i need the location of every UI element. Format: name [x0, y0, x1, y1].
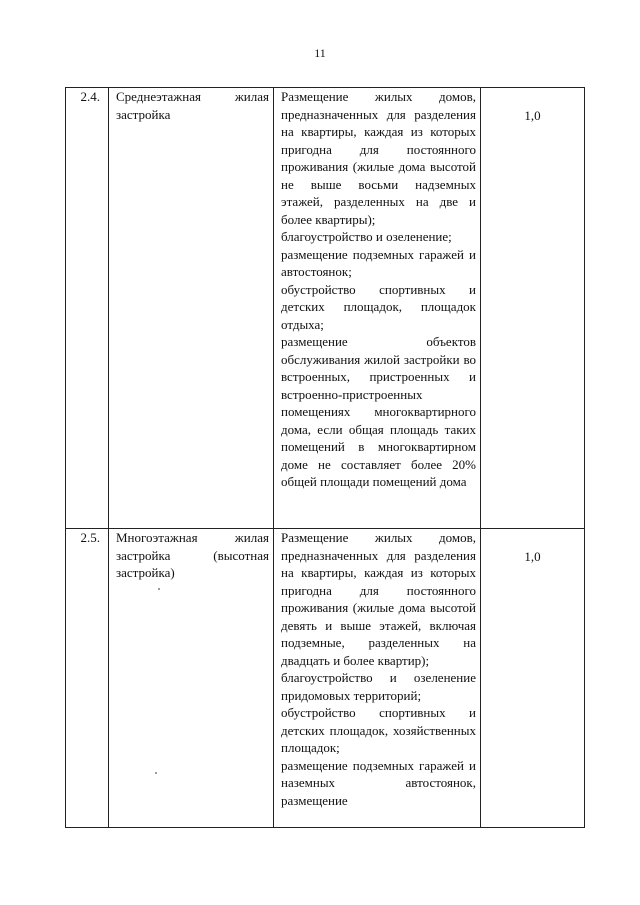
land-use-description: [274, 529, 481, 828]
zoning-table: [65, 87, 585, 828]
table-row: [66, 88, 585, 529]
description-paragraph: обустройство спортивных и детских площадок, площадок отдыха;: [281, 281, 476, 332]
description-paragraph: размещение подземных гаражей и наземных автостоянок, размещение: [281, 757, 476, 808]
land-use-name: Многоэтажная жилая застройка (высотная застройка): [109, 529, 274, 828]
row-number: 2.4.: [66, 88, 109, 529]
land-use-description: [274, 88, 481, 529]
description-paragraph: обустройство спортивных и детских площадок, хозяйственных площадок;: [281, 705, 476, 755]
row-number: 2.5.: [66, 529, 109, 828]
scan-speck: [158, 588, 160, 590]
description-paragraph: Размещение жилых домов, предназначенных для разделения на квартиры, каждая из которых пригодна для постоянного проживания (жилые дома высотой не выше восьми надземных этажей, разделенных на две и более квартиры);: [281, 89, 476, 227]
coefficient-value: 1,0: [524, 108, 541, 123]
coefficient-value: 1,0: [524, 549, 541, 564]
page-number: 11: [314, 46, 326, 60]
coefficient-cell: [481, 529, 585, 828]
description-paragraph: размещение подземных гаражей и автостоянок;: [281, 246, 476, 279]
description-paragraph: благоустройство и озеленение;: [281, 229, 452, 244]
table-row: [66, 529, 585, 828]
scan-speck: [155, 772, 157, 774]
description-paragraph: Размещение жилых домов, предназначенных для разделения на квартиры, каждая из которых пригодна для постоянного проживания (жилые дома высотой девять и выше этажей, включая подземные, разделенных на двадцать и более квартир);: [281, 530, 476, 668]
coefficient-cell: [481, 88, 585, 529]
description-paragraph: размещение объектов обслуживания жилой застройки во встроенных, пристроенных и встроенно-пристроенных помещениях многоквартирного дома, если общая площадь таких помещений в многоквартирном доме не составляет более 20% общей площади помещений дома: [281, 334, 476, 489]
description-paragraph: благоустройство и озеленение придомовых территорий;: [281, 670, 476, 703]
land-use-name: Среднеэтажная жилая застройка: [109, 88, 274, 529]
